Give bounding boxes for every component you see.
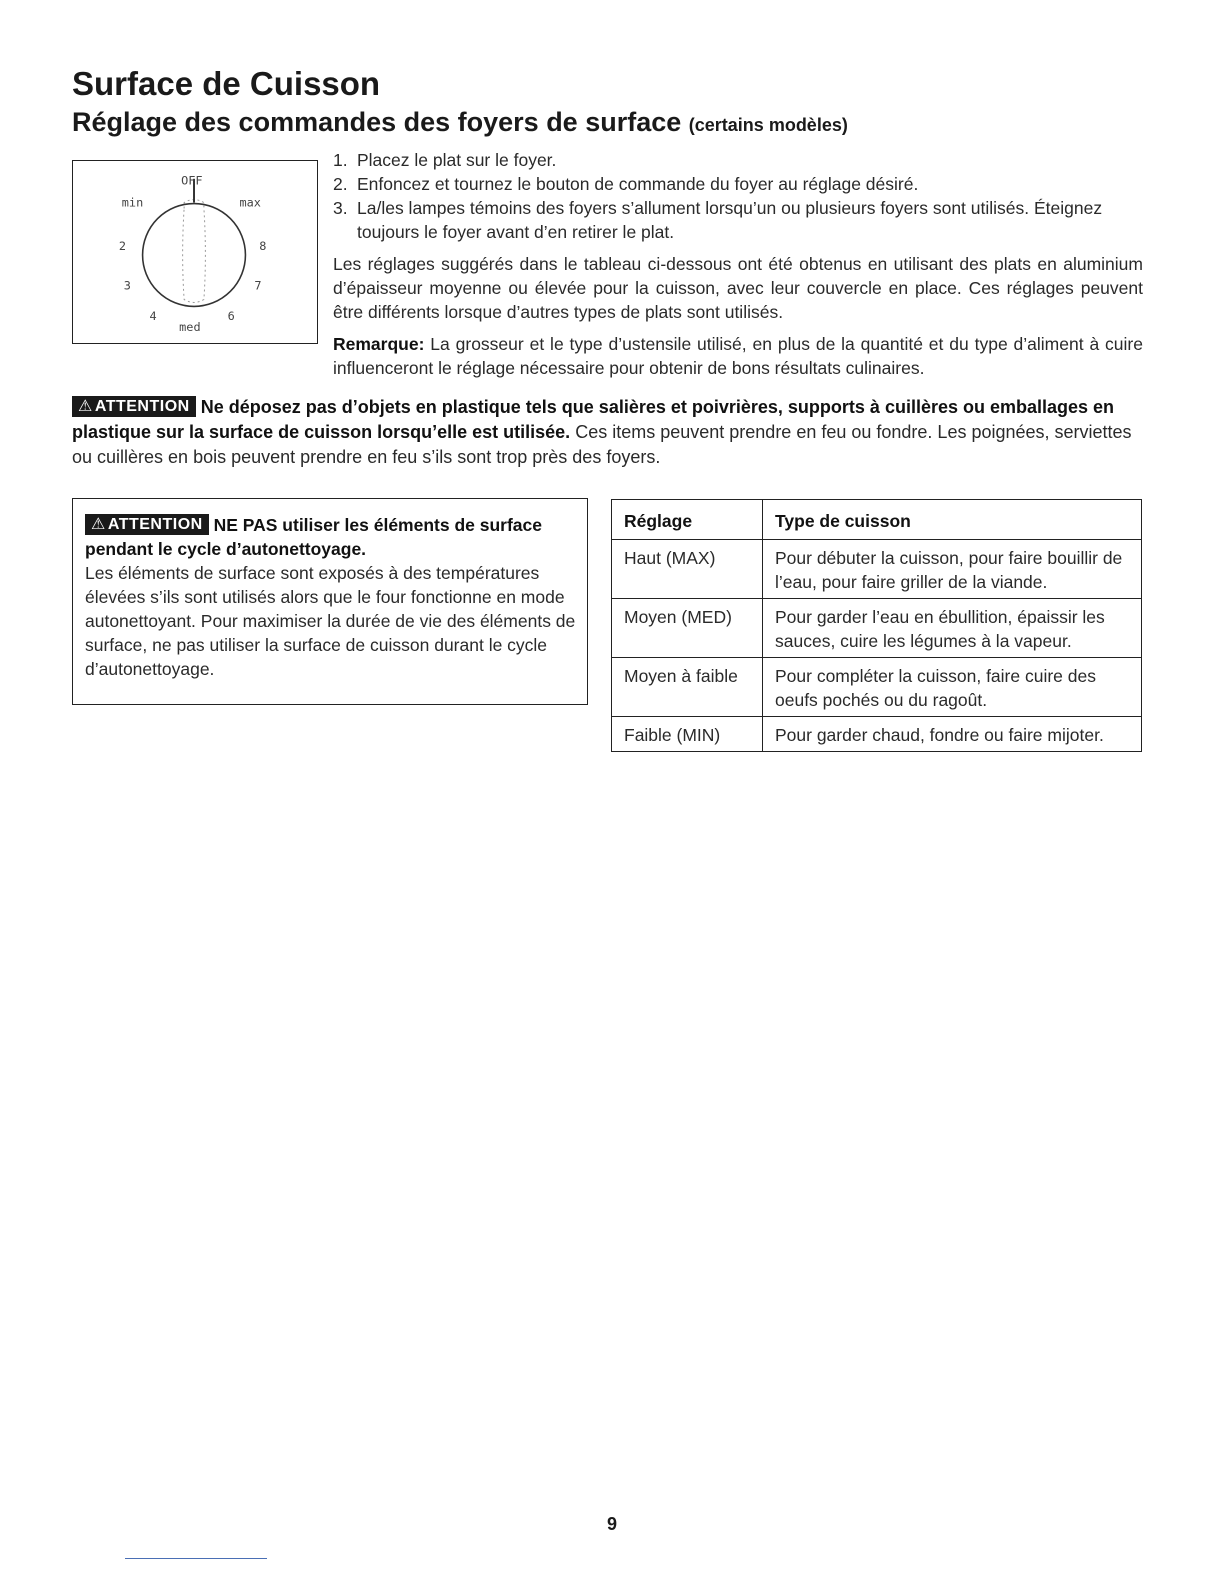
knob-label-off: OFF (181, 173, 203, 188)
step-text: Enfoncez et tournez le bouton de commande du foyer au réglage désiré. (357, 174, 919, 194)
table-row (612, 717, 1142, 752)
step-number: 3. (333, 198, 348, 218)
header-reglage: Réglage (612, 500, 763, 540)
cooking-type-cell: Pour compléter la cuisson, faire cuire des oeufs pochés ou du ragoût. (763, 658, 1142, 717)
table-row (612, 599, 1142, 658)
attention-badge-label: ATTENTION (94, 398, 190, 415)
table-row (612, 658, 1142, 717)
step-text: La/les lampes témoins des foyers s’allument lorsqu’un ou plusieurs foyers sont utilisés. Éteignez toujours le foyer avant d’en retirer le plat. (357, 198, 1103, 242)
warning-bold-text: NE PAS utiliser les éléments de surface pendant le cycle d’autonettoyage. (85, 515, 543, 559)
knob-label-6: 6 (227, 309, 235, 324)
control-knob-illustration (72, 160, 318, 344)
knob-label-2: 2 (118, 239, 126, 254)
setting-cell: Moyen à faible (612, 658, 763, 717)
attention-badge-label: ATTENTION (107, 516, 203, 533)
knob-diagram (73, 161, 317, 343)
attention-badge (85, 514, 209, 535)
knob-dial (143, 204, 246, 307)
self-clean-warning-box (72, 498, 588, 705)
knob-label-3: 3 (123, 278, 131, 293)
setting-cell: Moyen (MED) (612, 599, 763, 658)
setting-cell: Faible (MIN) (612, 717, 763, 752)
cooking-settings-table (611, 499, 1142, 752)
cooking-type-cell: Pour débuter la cuisson, pour faire bouillir de l’eau, pour faire griller de la viande. (763, 540, 1142, 599)
table-row (612, 540, 1142, 599)
footer-divider (125, 1558, 267, 1559)
subtitle-text: Réglage des commandes des foyers de surface (72, 107, 682, 137)
knob-label-med: med (179, 320, 201, 335)
remark-label: Remarque: (333, 334, 425, 354)
knob-label-7: 7 (254, 278, 262, 293)
warning-triangle-icon: ⚠ (78, 398, 93, 415)
instruction-steps (333, 148, 1143, 244)
step-number: 1. (333, 150, 348, 170)
cooking-type-cell: Pour garder l’eau en ébullition, épaissir les sauces, cuire les légumes à la vapeur. (763, 599, 1142, 658)
knob-label-4: 4 (149, 309, 157, 324)
attention-badge (72, 396, 196, 417)
remark-text: La grosseur et le type d’ustensile utilisé, en plus de la quantité et du type d’aliment à cuire influenceront le réglage nécessaire pour obtenir de bons résultats culinaires. (333, 334, 1143, 378)
remark-paragraph (333, 332, 1143, 380)
settings-paragraph: Les réglages suggérés dans le tableau ci-dessous ont été obtenus en utilisant des plats en aluminium d’épaisseur moyenne ou élevée pour la cuisson, avec leur couvercle en place. Ces réglages peuvent être différents lorsque d’autres types de plats sont utilisés. (333, 254, 1143, 322)
instructions (333, 148, 1143, 380)
section-subtitle (72, 104, 848, 143)
warning-text: Les éléments de surface sont exposés à des températures élevées s’ils sont utilisés alors que le four fonctionne en mode autonettoyant. Pour maximiser la durée de vie des éléments de surface, ne pas utiliser la surface de cuisson durant le cycle d’autonettoyage. (85, 563, 576, 679)
instruction-step (333, 172, 1143, 196)
instruction-step (333, 196, 1143, 244)
page-number: 9 (606, 1514, 617, 1534)
warning-bold-text: Ne déposez pas d’objets en plastique tels que salières et poivrières, supports à cuillères ou emballages en plastique sur la surface de cuisson lorsqu’elle est utilisée. (72, 397, 1115, 442)
cooking-type-cell: Pour garder chaud, fondre ou faire mijoter. (763, 717, 1142, 752)
warning-triangle-icon: ⚠ (91, 516, 106, 533)
knob-label-min: min (121, 195, 144, 210)
knob-grip (183, 200, 206, 303)
step-number: 2. (333, 174, 348, 194)
plastic-warning (72, 395, 1144, 470)
knob-label-max: max (239, 195, 261, 210)
instruction-step (333, 148, 1143, 172)
setting-cell: Haut (MAX) (612, 540, 763, 599)
table-header-row (612, 500, 1142, 540)
subtitle-note: (certains modèles) (688, 115, 848, 135)
warning-text: Ces items peuvent prendre en feu ou fondre. Les poignées, serviettes ou cuillères en bois peuvent prendre en feu s’ils sont trop près des foyers. (72, 422, 1132, 467)
knob-label-8: 8 (259, 239, 267, 254)
header-type-de-cuisson: Type de cuisson (763, 500, 1142, 540)
step-text: Placez le plat sur le foyer. (357, 150, 557, 170)
page-title: Surface de Cuisson (72, 65, 381, 102)
